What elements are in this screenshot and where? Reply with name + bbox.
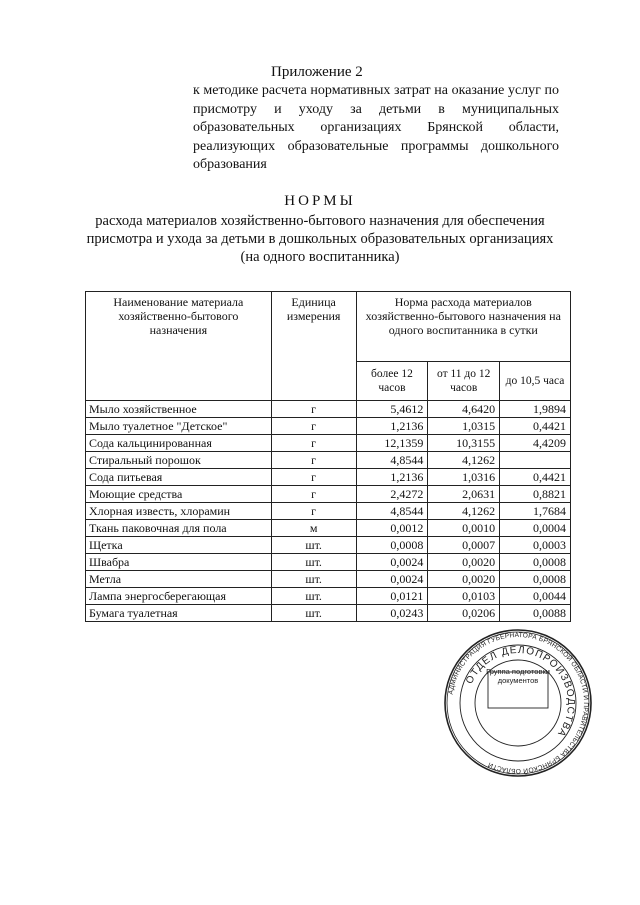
norms-subtitle-line: присмотра и ухода за детьми в дошкольных образовательных организациях bbox=[86, 231, 554, 247]
unit-cell: г bbox=[271, 435, 356, 452]
header-over-12h: более 12 часов bbox=[356, 362, 428, 401]
norm-up-to-10-5h-cell: 0,8821 bbox=[500, 486, 571, 503]
unit-cell: м bbox=[271, 520, 356, 537]
norm-over-12h-cell: 4,8544 bbox=[356, 503, 428, 520]
norm-up-to-10-5h-cell: 0,4421 bbox=[500, 418, 571, 435]
material-name-cell: Стиральный порошок bbox=[86, 452, 272, 469]
unit-cell: шт. bbox=[271, 554, 356, 571]
material-name-cell: Бумага туалетная bbox=[86, 605, 272, 622]
norm-11-12h-cell: 0,0007 bbox=[428, 537, 500, 554]
norm-over-12h-cell: 1,2136 bbox=[356, 418, 428, 435]
material-name-cell: Щетка bbox=[86, 537, 272, 554]
norm-over-12h-cell: 5,4612 bbox=[356, 401, 428, 418]
norm-up-to-10-5h-cell: 1,9894 bbox=[500, 401, 571, 418]
norm-up-to-10-5h-cell: 0,0088 bbox=[500, 605, 571, 622]
department-stamp bbox=[443, 628, 593, 778]
header-material-name: Наименование материала хозяйственно-бытового назначения bbox=[86, 292, 272, 401]
material-name-cell: Моющие средства bbox=[86, 486, 272, 503]
unit-cell: г bbox=[271, 503, 356, 520]
unit-cell: г bbox=[271, 401, 356, 418]
material-name-cell: Хлорная известь, хлорамин bbox=[86, 503, 272, 520]
unit-cell: г bbox=[271, 486, 356, 503]
norm-up-to-10-5h-cell: 0,4421 bbox=[500, 469, 571, 486]
material-name-cell: Ткань паковочная для пола bbox=[86, 520, 272, 537]
header-up-to-10-5h: до 10,5 часа bbox=[500, 362, 571, 401]
norm-11-12h-cell: 1,0315 bbox=[428, 418, 500, 435]
material-name-cell: Мыло хозяйственное bbox=[86, 401, 272, 418]
norm-up-to-10-5h-cell: 1,7684 bbox=[500, 503, 571, 520]
table-row bbox=[86, 605, 571, 622]
header-11-12h: от 11 до 12 часов bbox=[428, 362, 500, 401]
material-name-cell: Сода питьевая bbox=[86, 469, 272, 486]
material-name-cell: Швабра bbox=[86, 554, 272, 571]
norm-up-to-10-5h-cell: 4,4209 bbox=[500, 435, 571, 452]
norm-up-to-10-5h-cell: 0,0008 bbox=[500, 554, 571, 571]
material-name-cell: Сода кальцинированная bbox=[86, 435, 272, 452]
norm-11-12h-cell: 0,0103 bbox=[428, 588, 500, 605]
table-row bbox=[86, 588, 571, 605]
norm-over-12h-cell: 0,0012 bbox=[356, 520, 428, 537]
material-name-cell: Метла bbox=[86, 571, 272, 588]
norm-over-12h-cell: 0,0008 bbox=[356, 537, 428, 554]
norm-up-to-10-5h-cell bbox=[500, 452, 571, 469]
norms-table bbox=[85, 291, 571, 622]
norms-title: НОРМЫ bbox=[284, 193, 356, 209]
table-row bbox=[86, 401, 571, 418]
unit-cell: шт. bbox=[271, 605, 356, 622]
table-row bbox=[86, 537, 571, 554]
unit-cell: шт. bbox=[271, 588, 356, 605]
norm-over-12h-cell: 0,0024 bbox=[356, 554, 428, 571]
appendix-title: Приложение 2 bbox=[271, 64, 363, 80]
unit-cell: г bbox=[271, 469, 356, 486]
appendix-text: к методике расчета нормативных затрат на оказание услуг по присмотру и уходу за детьми в муниципальных образовательных организациях Брянской области, реализующих образовательные программы дошкольного образования bbox=[193, 83, 559, 172]
norm-up-to-10-5h-cell: 0,0004 bbox=[500, 520, 571, 537]
table-row bbox=[86, 418, 571, 435]
stamp-outer-text: АДМИНИСТРАЦИЯ ГУБЕРНАТОРА БРЯНСКОЙ ОБЛАСТИ И ПРАВИТЕЛЬСТВА БРЯНСКОЙ ОБЛАСТИ bbox=[447, 631, 590, 775]
norm-11-12h-cell: 0,0020 bbox=[428, 554, 500, 571]
unit-cell: шт. bbox=[271, 571, 356, 588]
norm-11-12h-cell: 0,0020 bbox=[428, 571, 500, 588]
table-row bbox=[86, 469, 571, 486]
norm-up-to-10-5h-cell: 0,0008 bbox=[500, 571, 571, 588]
material-name-cell: Лампа энергосберегающая bbox=[86, 588, 272, 605]
table-row bbox=[86, 452, 571, 469]
norm-over-12h-cell: 0,0024 bbox=[356, 571, 428, 588]
norms-subtitle bbox=[70, 212, 570, 266]
norm-11-12h-cell: 4,6420 bbox=[428, 401, 500, 418]
norm-up-to-10-5h-cell: 0,0003 bbox=[500, 537, 571, 554]
norm-over-12h-cell: 2,4272 bbox=[356, 486, 428, 503]
norm-11-12h-cell: 0,0010 bbox=[428, 520, 500, 537]
norm-11-12h-cell: 1,0316 bbox=[428, 469, 500, 486]
norm-over-12h-cell: 0,0243 bbox=[356, 605, 428, 622]
table-row bbox=[86, 520, 571, 537]
norm-over-12h-cell: 12,1359 bbox=[356, 435, 428, 452]
norm-11-12h-cell: 4,1262 bbox=[428, 452, 500, 469]
stamp-inner-text: ОТДЕЛ ДЕЛОПРОИЗВОДСТВА bbox=[464, 644, 577, 740]
stamp-center-text: Группа подготовки документов bbox=[486, 667, 550, 685]
norm-up-to-10-5h-cell: 0,0044 bbox=[500, 588, 571, 605]
norm-11-12h-cell: 0,0206 bbox=[428, 605, 500, 622]
norms-subtitle-line: (на одного воспитанника) bbox=[240, 249, 400, 265]
table-row bbox=[86, 486, 571, 503]
unit-cell: г bbox=[271, 452, 356, 469]
table-row bbox=[86, 554, 571, 571]
norm-11-12h-cell: 10,3155 bbox=[428, 435, 500, 452]
table-row bbox=[86, 571, 571, 588]
table-row bbox=[86, 503, 571, 520]
unit-cell: г bbox=[271, 418, 356, 435]
unit-cell: шт. bbox=[271, 537, 356, 554]
norm-11-12h-cell: 4,1262 bbox=[428, 503, 500, 520]
norm-over-12h-cell: 0,0121 bbox=[356, 588, 428, 605]
norm-over-12h-cell: 1,2136 bbox=[356, 469, 428, 486]
table-row bbox=[86, 435, 571, 452]
norm-over-12h-cell: 4,8544 bbox=[356, 452, 428, 469]
norms-subtitle-line: расхода материалов хозяйственно-бытового назначения для обеспечения bbox=[95, 213, 545, 229]
norm-11-12h-cell: 2,0631 bbox=[428, 486, 500, 503]
header-norm: Норма расхода материалов хозяйственно-бытового назначения на одного воспитанника в сутки bbox=[356, 292, 570, 362]
material-name-cell: Мыло туалетное "Детское" bbox=[86, 418, 272, 435]
header-unit: Единица измерения bbox=[271, 292, 356, 401]
